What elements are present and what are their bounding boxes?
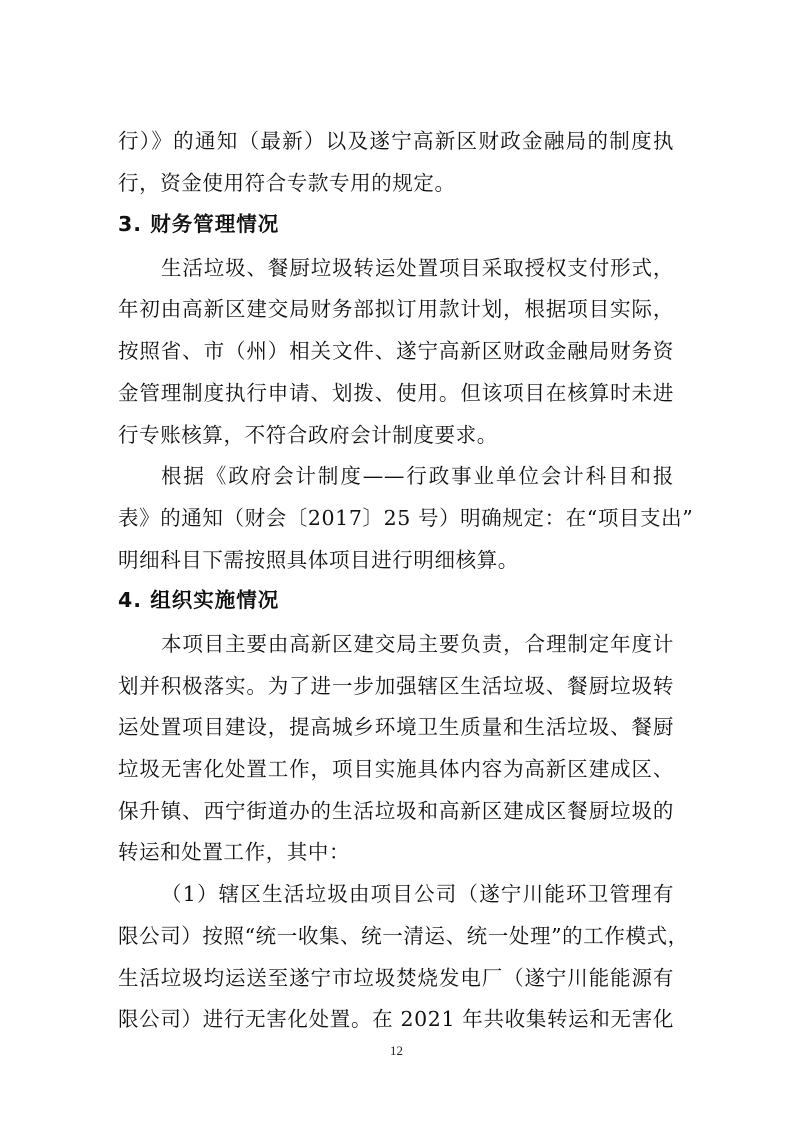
paragraph-line: 按照省、市（州）相关文件、遂宁高新区财政金融局财务资 xyxy=(118,339,674,363)
paragraph-line: （1）辖区生活垃圾由项目公司（遂宁川能环卫管理有 xyxy=(161,882,674,906)
paragraph-line: 明细科目下需按照具体项目进行明细核算。 xyxy=(118,548,519,572)
paragraph-line: 生活垃圾、餐厨垃圾转运处置项目采取授权支付形式， xyxy=(161,256,674,280)
paragraph-line: 垃圾无害化处置工作，项目实施具体内容为高新区建成区、 xyxy=(118,757,674,781)
paragraph-line: 保升镇、西宁街道办的生活垃圾和高新区建成区餐厨垃圾的 xyxy=(118,799,674,823)
paragraph-line: 年初由高新区建交局财务部拟订用款计划，根据项目实际， xyxy=(118,297,674,321)
paragraph-line: 行）》的通知（最新）以及遂宁高新区财政金融局的制度执 xyxy=(118,129,674,153)
paragraph-line: 行，资金使用符合专款专用的规定。 xyxy=(118,171,456,195)
paragraph-line: 金管理制度执行申请、划拨、使用。但该项目在核算时未进 xyxy=(118,381,674,405)
paragraph-line: 运处置项目建设，提高城乡环境卫生质量和生活垃圾、餐厨 xyxy=(118,715,674,739)
section-heading-organization-implementation: 4. 组织实施情况 xyxy=(118,588,280,612)
paragraph-line: 转运和处置工作，其中： xyxy=(118,840,351,864)
paragraph-line: 行专账核算，不符合政府会计制度要求。 xyxy=(118,423,498,447)
paragraph-line: 划并积极落实。为了进一步加强辖区生活垃圾、餐厨垃圾转 xyxy=(118,674,674,698)
paragraph-line: 限公司）进行无害化处置。在 2021 年共收集转运和无害化 xyxy=(118,1007,674,1031)
page-number: 12 xyxy=(390,1043,403,1058)
section-heading-financial-management: 3. 财务管理情况 xyxy=(118,212,280,236)
paragraph-line: 根据《政府会计制度——行政事业单位会计科目和报 xyxy=(161,464,674,488)
paragraph-line: 表》的通知（财会〔2017〕25 号）明确规定：在“项目支出” xyxy=(118,506,694,530)
paragraph-line: 生活垃圾均运送至遂宁市垃圾焚烧发电厂（遂宁川能能源有 xyxy=(118,966,674,990)
paragraph-line: 限公司）按照“统一收集、统一清运、统一处理”的工作模式， xyxy=(118,924,689,948)
paragraph-line: 本项目主要由高新区建交局主要负责，合理制定年度计 xyxy=(161,632,674,656)
